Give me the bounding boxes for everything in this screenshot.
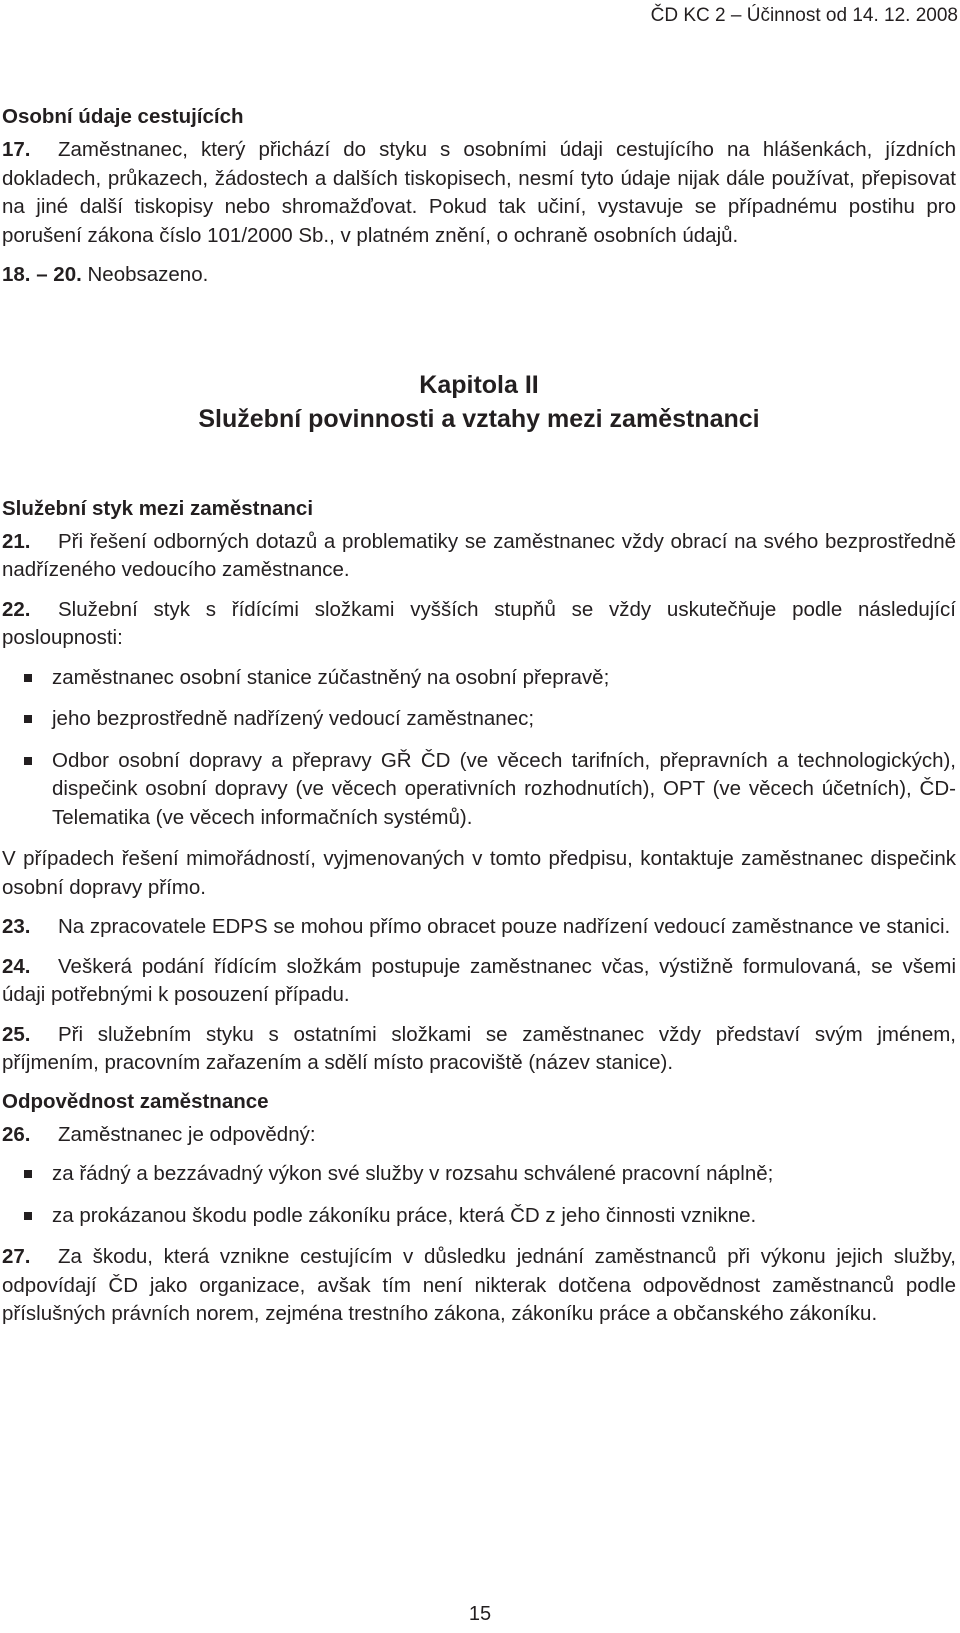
section-heading-personal-data: Osobní údaje cestujících (2, 105, 244, 128)
square-bullet-icon (24, 715, 32, 723)
paragraph-text: Zaměstnanec, který přichází do styku s osobními údaji cestujícího na hlášenkách, jízdních dokladech, průkazech, žádostech a dalších tiskopisech, nesmí tyto údaje nijak dále používat, přepisovat na jiné další tiskopisy nebo shromažďovat. Pokud tak učiní, vystavuje se případnému postihu pro porušení zákona číslo 101/2000 Sb., v platném znění, o ochraně osobních údajů. (2, 138, 956, 247)
chapter-subtitle: Služební povinnosti a vztahy mezi zaměstnanci (198, 404, 760, 433)
paragraph-17 (2, 136, 956, 250)
square-bullet-icon (24, 1212, 32, 1220)
paragraph-number: 27. (2, 1245, 31, 1268)
paragraph-text: Při řešení odborných dotazů a problematiky se zaměstnanec vždy obrací na svého bezprostředně nadřízeného vedoucího zaměstnance. (2, 529, 956, 581)
paragraph-22-continuation: V případech řešení mimořádností, vyjmenovaných v tomto předpisu, kontaktuje zaměstnanec dispečink osobní dopravy přímo. (2, 847, 956, 899)
running-header: ČD KC 2 – Účinnost od 14. 12. 2008 (650, 5, 958, 26)
paragraph-26 (2, 1121, 956, 1150)
bullet-list-22 (2, 664, 956, 833)
page-number: 15 (468, 1603, 492, 1625)
list-item: za řádný a bezzávadný výkon své služby v rozsahu schválené pracovní náplně; (2, 1160, 956, 1189)
paragraph-text: Služební styk s řídícími složkami vyšších stupňů se vždy uskutečňuje podle následující posloupnosti: (2, 597, 956, 649)
paragraph-21 (2, 528, 956, 585)
paragraph-number: 23. (2, 915, 31, 938)
square-bullet-icon (24, 757, 32, 765)
list-item: jeho bezprostředně nadřízený vedoucí zaměstnanec; (2, 705, 956, 734)
paragraph-25 (2, 1021, 956, 1078)
paragraph-text: Za škodu, která vznikne cestujícím v důsledku jednání zaměstnanců při výkonu jejich služby, odpovídají ČD jako organizace, avšak tím není nikterak dotčena odpovědnost zaměstnanců podle příslušných právních norem, zejména trestního zákona, zákoníku práce a občanského zákoníku. (2, 1245, 956, 1325)
section-heading-service-contact: Služební styk mezi zaměstnanci (2, 496, 314, 520)
paragraph-number: 22. (2, 597, 31, 621)
paragraph-number: 25. (2, 1022, 31, 1046)
paragraph-number: 24. (2, 954, 31, 978)
page-content (2, 104, 956, 1340)
paragraph-text: Neobsazeno. (87, 263, 209, 286)
bullet-list-26 (2, 1160, 956, 1230)
list-item: zaměstnanec osobní stanice zúčastněný na osobní přepravě; (2, 664, 956, 693)
paragraph-text: Zaměstnanec je odpovědný: (58, 1122, 316, 1146)
paragraph-27 (2, 1243, 956, 1329)
paragraph-number: 17. (2, 138, 31, 161)
square-bullet-icon (24, 1170, 32, 1178)
paragraph-number: 18. – 20. (2, 263, 82, 286)
list-item: Odbor osobní dopravy a přepravy GŘ ČD (ve věcech tarifních, přepravních a technologických), dispečink osobní dopravy (ve věcech operativních rozhodnutích), OPT (ve věcech účetních), ČD-Telematika (ve věcech informačních systémů). (2, 747, 956, 833)
chapter-title: Kapitola II (419, 370, 539, 399)
paragraph-text: Na zpracovatele EDPS se mohou přímo obracet pouze nadřízení vedoucí zaměstnance ve stanici. (58, 915, 951, 938)
chapter-heading (2, 368, 956, 436)
paragraph-22 (2, 596, 956, 653)
paragraph-24 (2, 953, 956, 1010)
square-bullet-icon (24, 674, 32, 682)
list-item: za prokázanou škodu podle zákoníku práce, která ČD z jeho činnosti vznikne. (2, 1202, 956, 1231)
section-heading-responsibility: Odpovědnost zaměstnance (2, 1089, 269, 1113)
paragraph-text: Veškerá podání řídícím složkám postupuje zaměstnanec včas, výstižně formulovaná, se všemi údaji potřebnými k posouzení případu. (2, 954, 956, 1006)
paragraph-number: 26. (2, 1122, 31, 1146)
paragraph-number: 21. (2, 529, 31, 553)
paragraph-23 (2, 913, 956, 942)
paragraph-text: Při služebním styku s ostatními složkami se zaměstnanec vždy představí svým jménem, příjmením, pracovním zařazením a sdělí místo pracoviště (název stanice). (2, 1022, 956, 1074)
paragraph-18-20 (2, 261, 956, 290)
